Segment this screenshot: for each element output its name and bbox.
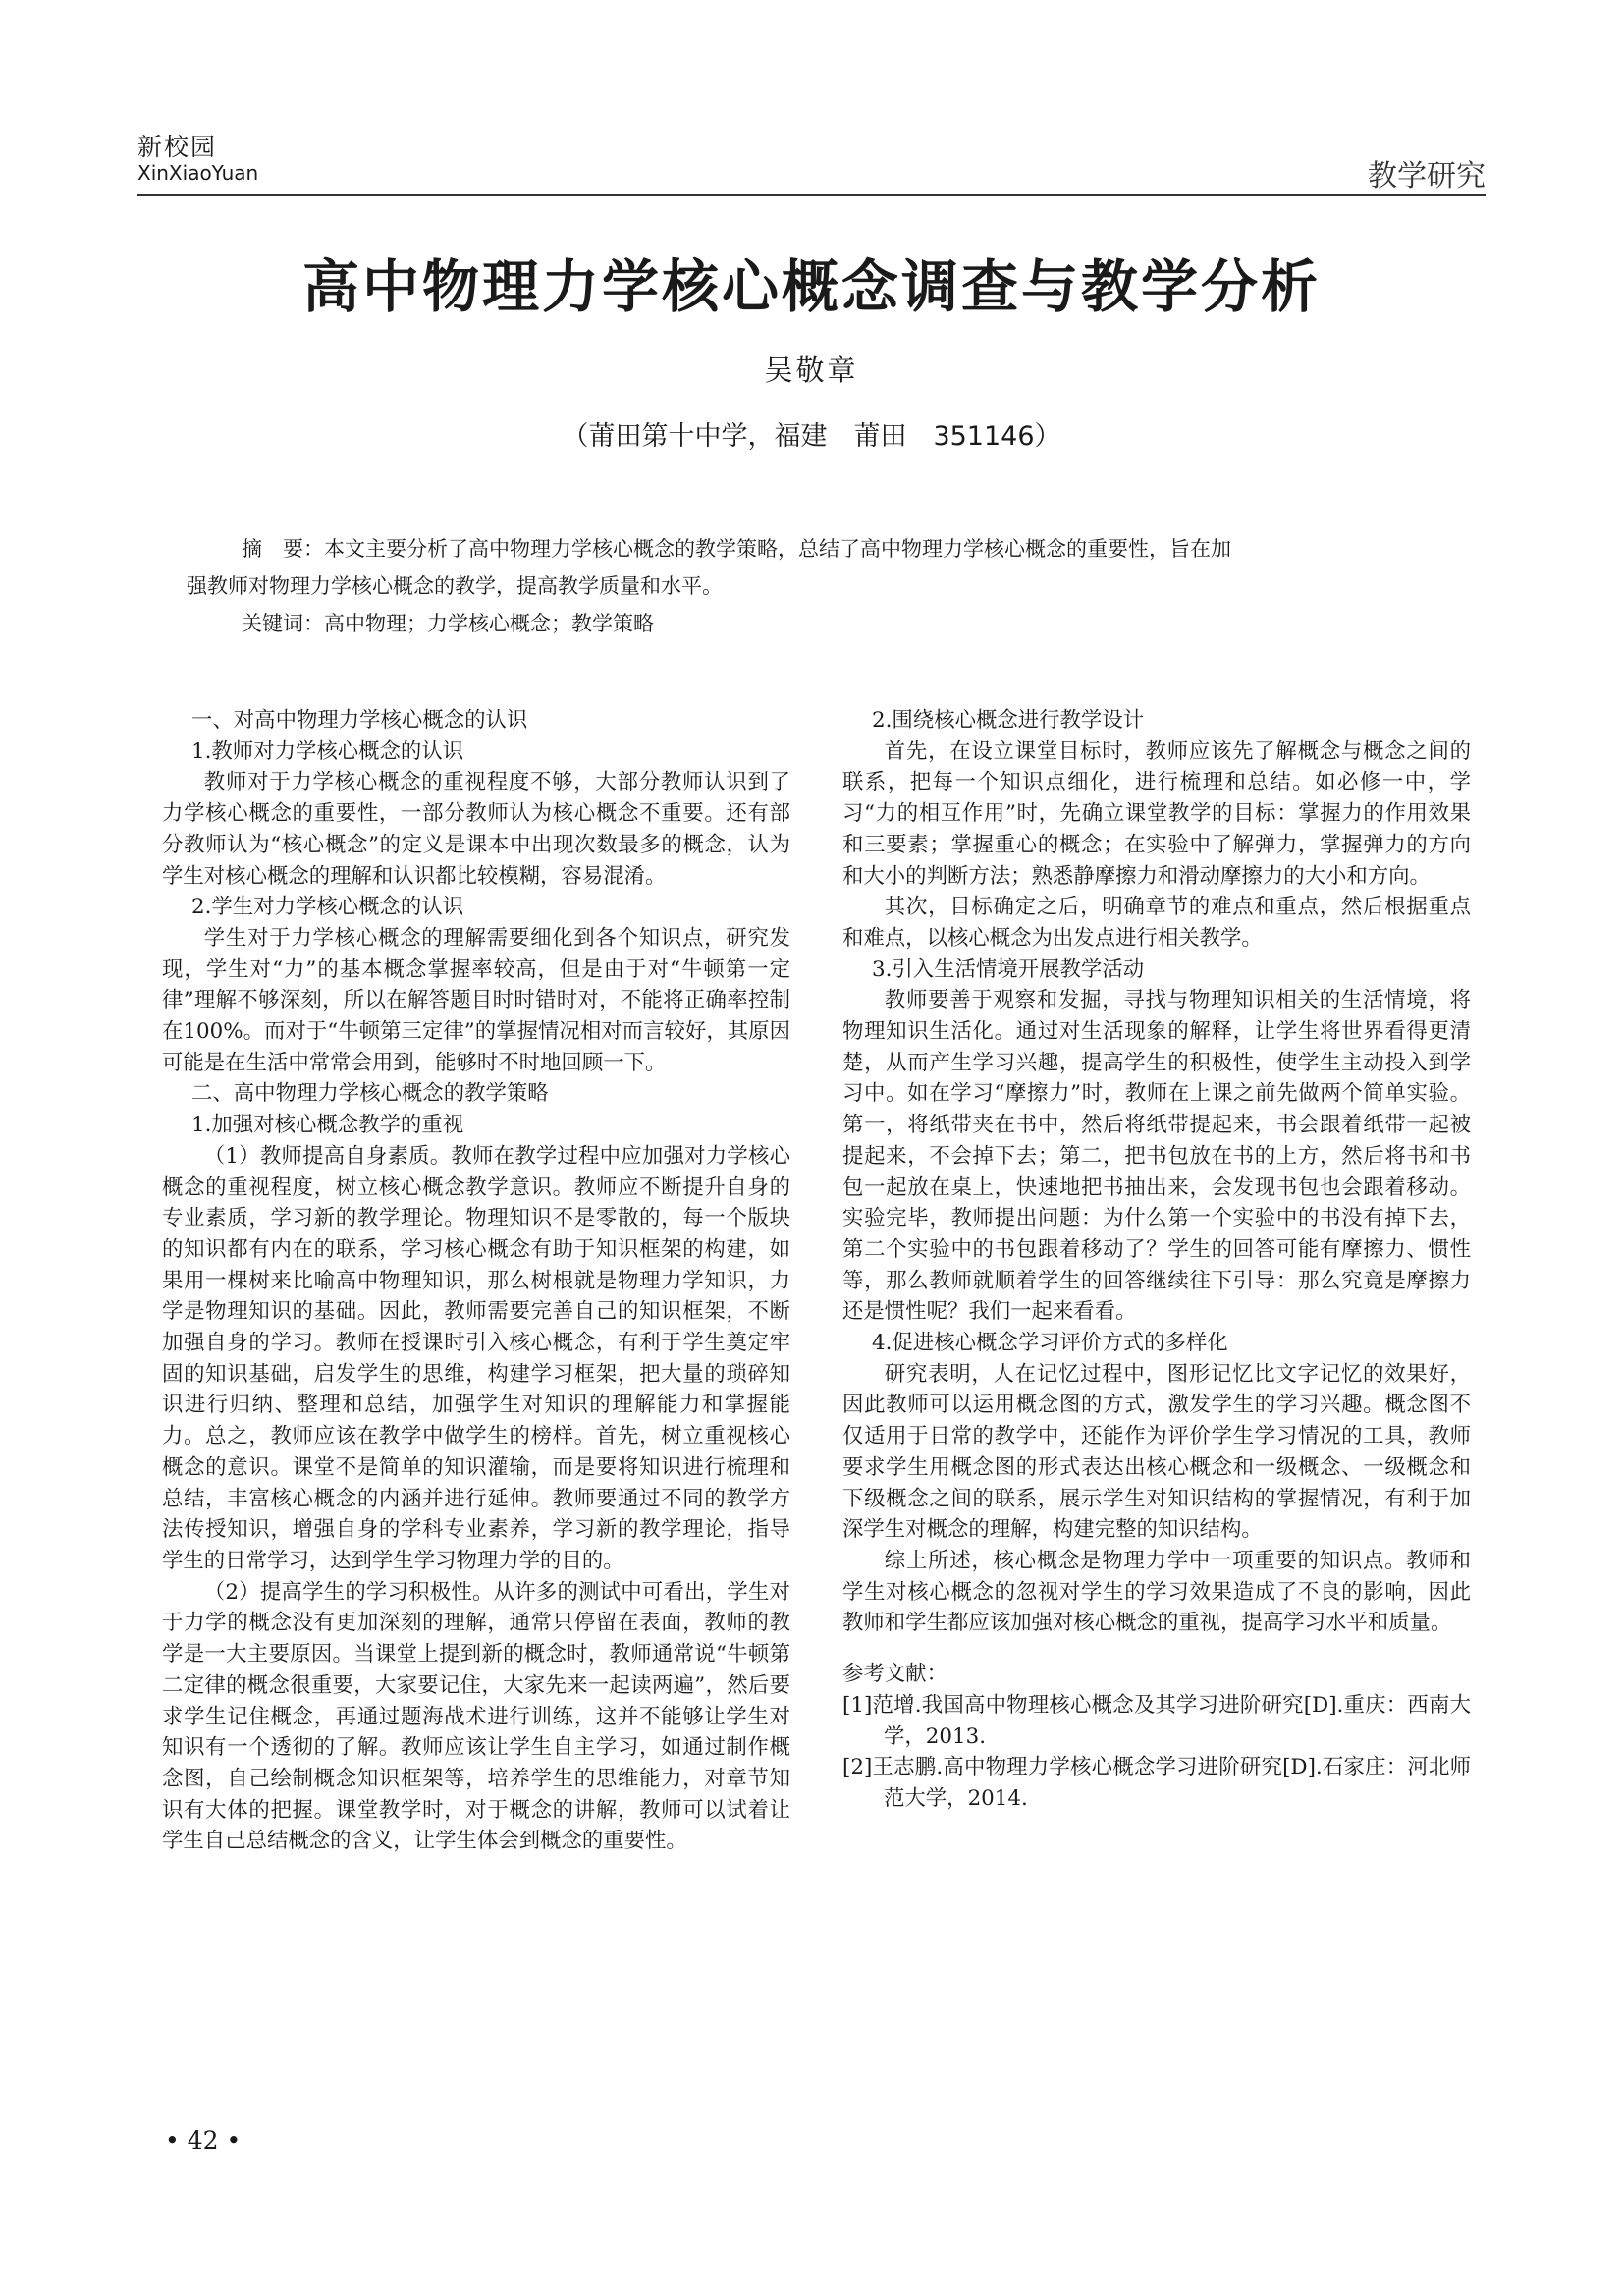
page-number: • 42 • [165,2126,242,2155]
section-heading: 二、高中物理力学核心概念的教学策略 [191,1081,549,1107]
body-paragraph: 学生对于力学核心概念的理解需要细化到各个知识点，研究发现，学生对“力”的基本概念掌握率较高，但是由于对“牛顿第一定律”理解不够深刻，所以在解答题目时时错时对，不能将正确率控制在100%。而对于“牛顿第三定律”的掌握情况相对而言较好，其原因可能是在生活中常常会用到，能够时不时地回顾一下。 [162,925,790,1075]
subsection-heading: 1.教师对力学核心概念的认识 [191,738,464,764]
section-tag: 教学研究 [1368,159,1486,193]
reference-item: [1]范增.我国高中物理核心概念及其学习进阶研究[D].重庆：西南大学，2013. [842,1692,1471,1749]
body-paragraph: 教师要善于观察和发掘，寻找与物理知识相关的生活情境，将物理知识生活化。通过对生活现象的解释，让学生将世界看得更清楚，从而产生学习兴趣，提高学生的积极性，使学生主动投入到学习中。如在学习“摩擦力”时，教师在上课之前先做两个简单实验。第一，将纸带夹在书中，然后将纸带提起来，书会跟着纸带一起被提起来，不会掉下去；第二，把书包放在书的上方，然后将书和书包一起放在桌上，快速地把书抽出来，会发现书包也会跟着移动。实验完毕，教师提出问题：为什么第一个实验中的书没有掉下去，第二个实验中的书包跟着移动了？学生的回答可能有摩擦力、惯性等，那么教师就顺着学生的回答继续往下引导：那么究竟是摩擦力还是惯性呢？我们一起来看看。 [842,988,1471,1325]
reference-item: [2]王志鹏.高中物理力学核心概念学习进阶研究[D].石家庄：河北师范大学，2014. [842,1755,1471,1811]
journal-name-cn: 新校园 [137,133,218,161]
subsection-heading: 3.引入生活情境开展教学活动 [872,957,1145,982]
body-paragraph: （1）教师提高自身素质。教师在教学过程中应加强对力学核心概念的重视程度，树立核心概念教学意识。教师应不断提升自身的专业素质，学习新的教学理论。物理知识不是零散的，每一个版块的知识都有内在的联系，学习核心概念有助于知识框架的构建，如果用一棵树来比喻高中物理知识，那么树根就是物理力学知识，力学是物理知识的基础。因此，教师需要完善自己的知识框架，不断加强自身的学习。教师在授课时引入核心概念，有利于学生奠定牢固的知识基础，启发学生的思维，构建学习框架，把大量的琐碎知识进行归纳、整理和总结，加强学生对知识的理解能力和掌握能力。总之，教师应该在教学中做学生的榜样。首先，树立重视核心概念的意识。课堂不是简单的知识灌输，而是要将知识进行梳理和总结，丰富核心概念的内涵并进行延伸。教师要通过不同的教学方法传授知识，增强自身的学科专业素养，学习新的教学理论，指导学生的日常学习，达到学生学习物理力学的目的。 [162,1143,790,1573]
body-paragraph: 教师对于力学核心概念的重视程度不够，大部分教师认识到了力学核心概念的重要性，一部分教师认为核心概念不重要。还有部分教师认为“核心概念”的定义是课本中出现次数最多的概念，认为学生对核心概念的理解和认识都比较模糊，容易混淆。 [162,770,790,889]
body-paragraph: 其次，目标确定之后，明确章节的难点和重点，然后根据重点和难点，以核心概念为出发点进行相关教学。 [842,895,1471,951]
body-paragraph: 综上所述，核心概念是物理力学中一项重要的知识点。教师和学生对核心概念的忽视对学生的学习效果造成了不良的影响，因此教师和学生都应该加强对核心概念的重视，提高学习水平和质量。 [842,1548,1471,1636]
subsection-heading: 4.促进核心概念学习评价方式的多样化 [872,1331,1228,1356]
abstract-line-1: 摘 要：本文主要分析了高中物理力学核心概念的教学策略，总结了高中物理力学核心概念的重要性，旨在加 [242,537,1231,561]
body-column-right [842,705,1471,1815]
article-author: 吴敬章 [764,354,859,387]
abstract [187,530,1434,605]
subsection-heading: 1.加强对核心概念教学的重视 [191,1113,464,1138]
subsection-heading: 2.围绕核心概念进行教学设计 [872,708,1145,733]
body-paragraph: 首先，在设立课堂目标时，教师应该先了解概念与概念之间的联系，把每一个知识点细化，进行梳理和总结。如必修一中，学习“力的相互作用”时，先确立课堂教学的目标：掌握力的作用效果和三要素；掌握重心的概念；在实验中了解弹力，掌握弹力的方向和大小的判断方法；熟悉静摩擦力和滑动摩擦力的大小和方向。 [842,738,1471,889]
body-column-left [162,705,790,1857]
keywords: 关键词：高中物理；力学核心概念；教学策略 [242,612,654,635]
article-title: 高中物理力学核心概念调查与教学分析 [301,253,1321,320]
abstract-line-2: 强教师对物理力学核心概念的教学，提高教学质量和水平。 [187,574,723,598]
references-title: 参考文献： [842,1662,947,1687]
journal-name-en: XinXiaoYuan [137,161,259,185]
body-paragraph: 研究表明，人在记忆过程中，图形记忆比文字记忆的效果好，因此教师可以运用概念图的方式，激发学生的学习兴趣。概念图不仅适用于日常的教学中，还能作为评价学生学习情况的工具，教师要求学生用概念图的形式表达出核心概念和一级概念、一级概念和下级概念之间的联系，展示学生对知识结构的掌握情况，有利于加深学生对概念的理解，构建完整的知识结构。 [842,1361,1471,1543]
subsection-heading: 2.学生对力学核心概念的认识 [191,895,464,920]
section-heading: 一、对高中物理力学核心概念的认识 [191,708,528,733]
header-divider [137,194,1486,196]
body-paragraph: （2）提高学生的学习积极性。从许多的测试中可看出，学生对于力学的概念没有更加深刻的理解，通常只停留在表面，教师的教学是一大主要原因。当课堂上提到新的概念时，教师通常说“牛顿第二定律的概念很重要，大家要记住，大家先来一起读两遍”，然后要求学生记住概念，再通过题海战术进行训练，这并不能够让学生对知识有一个透彻的了解。教师应该让学生自主学习，如通过制作概念图，自己绘制概念知识框架等，培养学生的思维能力，对章节知识有大体的把握。课堂教学时，对于概念的讲解，教师可以试着让学生自己总结概念的含义，让学生体会到概念的重要性。 [162,1579,790,1854]
author-affiliation: （莆田第十中学，福建 莆田 351146） [562,421,1061,452]
